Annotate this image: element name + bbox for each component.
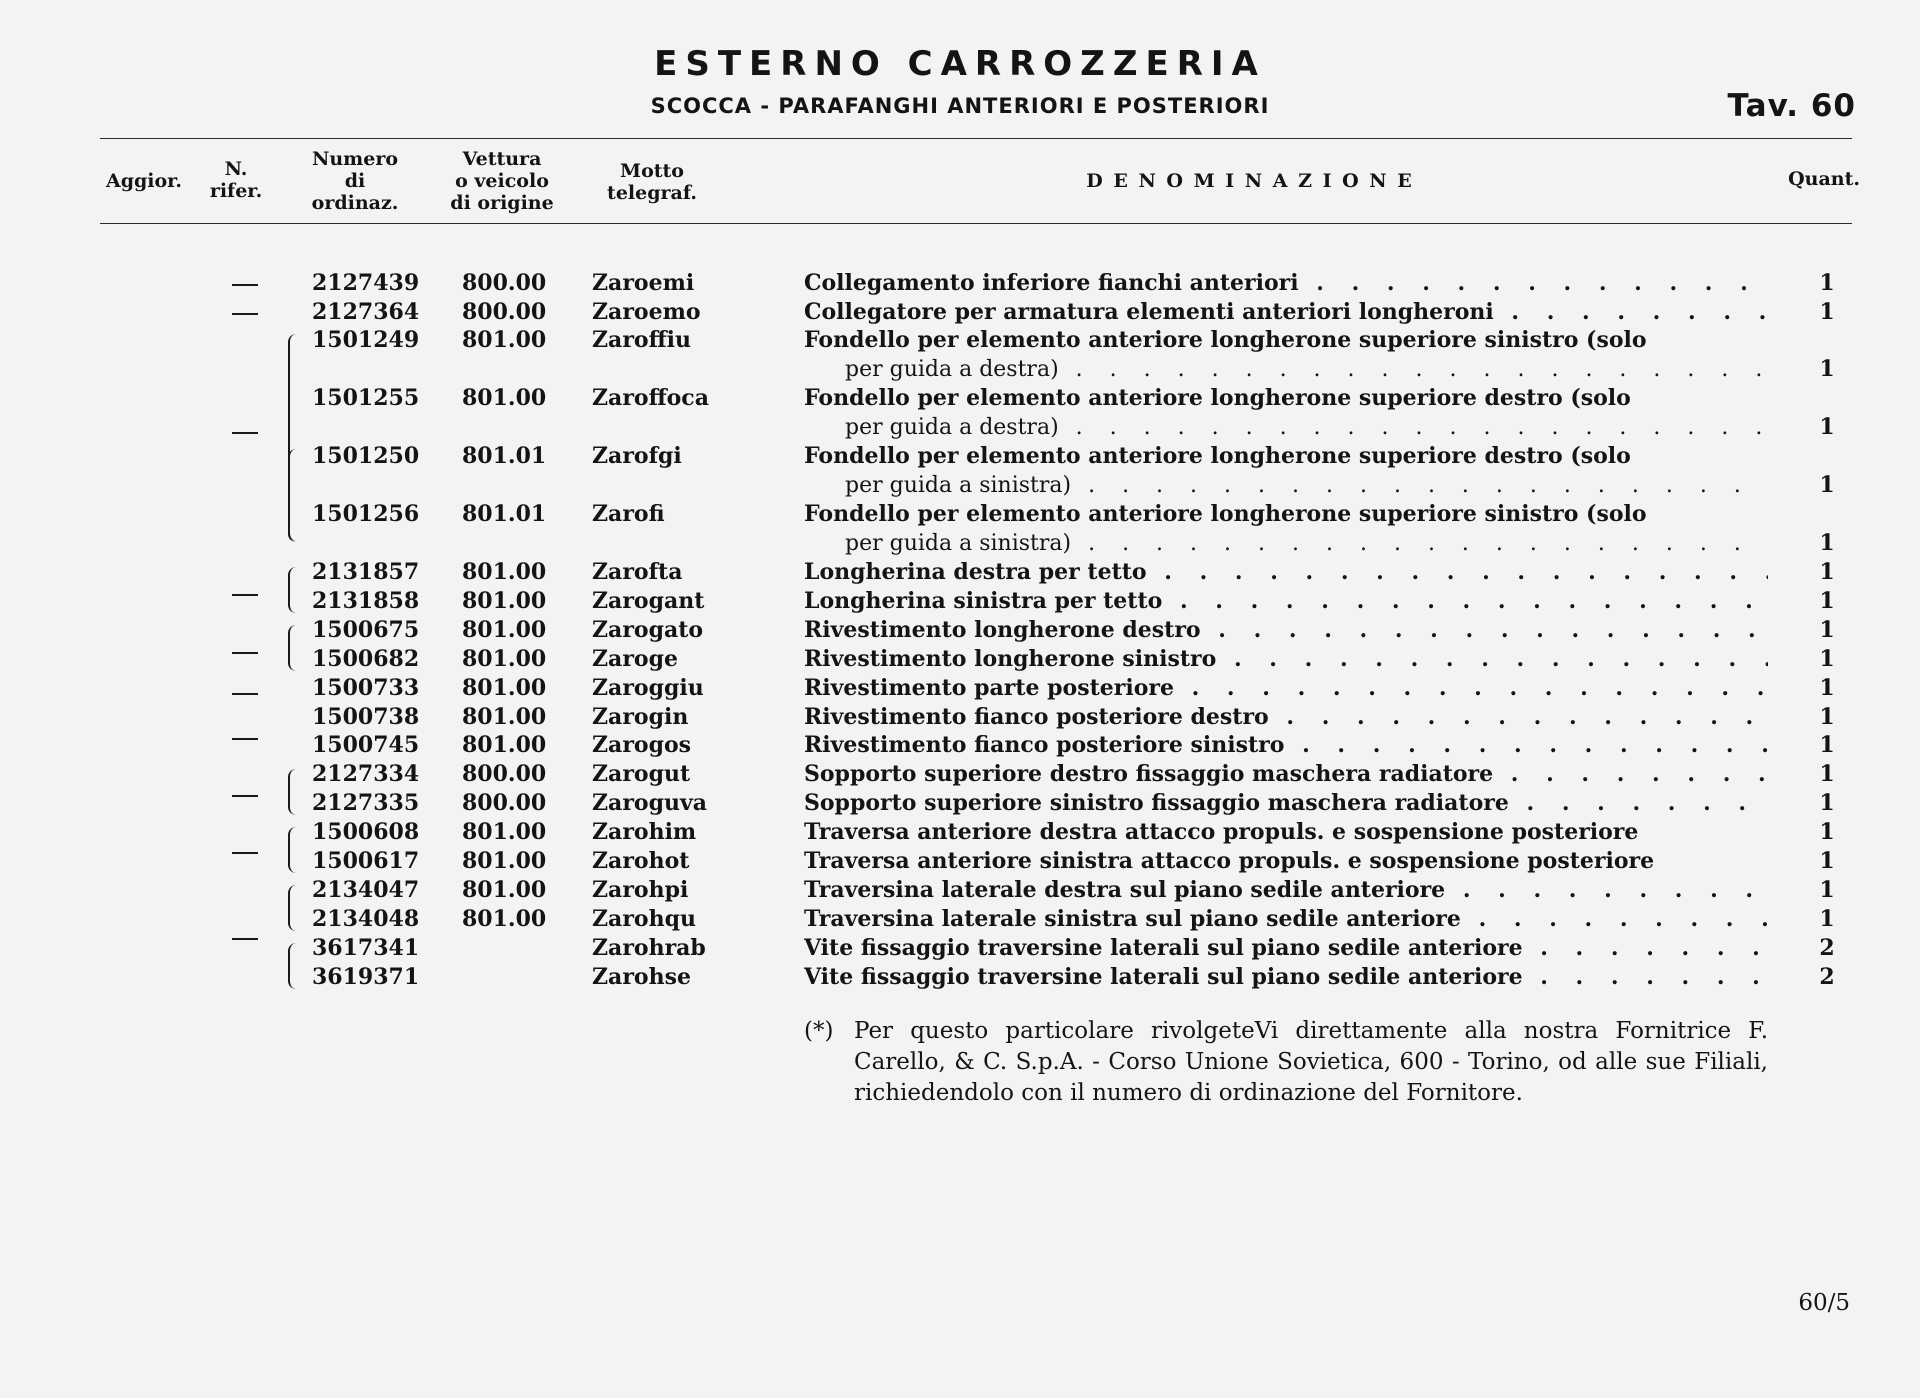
col-header-vettura-line3: di origine — [450, 192, 554, 214]
description-continuation-text: per guida a sinistra) — [845, 473, 1072, 498]
col-header-aggior — [98, 170, 190, 192]
table-row — [0, 384, 1920, 413]
description — [804, 760, 1768, 789]
description — [804, 558, 1768, 587]
description: Fondello per elemento anteriore longherone superiore destro (solo — [804, 385, 1631, 411]
quantity: 1 — [1819, 790, 1835, 816]
col-header-motto-line2: telegraf. — [607, 182, 697, 204]
order-number: 2127334 — [312, 761, 420, 787]
description-text: Collegamento inferiore fianchi anteriori — [804, 270, 1299, 296]
col-header-denominazione — [1050, 170, 1450, 192]
order-number: 1500738 — [312, 704, 420, 730]
telegraph-code: Zarogos — [592, 732, 692, 758]
description — [804, 934, 1768, 963]
telegraph-code: Zaroemo — [592, 299, 701, 325]
description-text: Vite fissaggio traversine laterali sul piano sedile anteriore — [804, 935, 1523, 961]
quantity: 1 — [1819, 848, 1835, 874]
vehicle-code: 801.00 — [462, 385, 547, 411]
col-header-vettura — [432, 148, 572, 214]
description — [804, 298, 1768, 327]
telegraph-code: Zarohpi — [592, 877, 689, 903]
telegraph-code: Zarohim — [592, 819, 697, 845]
table-row-continuation — [0, 355, 1920, 384]
description — [804, 703, 1768, 732]
vehicle-code: 801.00 — [462, 646, 547, 672]
telegraph-code: Zaroffoca — [592, 385, 709, 411]
col-header-numero — [290, 148, 420, 214]
order-number: 1500617 — [312, 848, 420, 874]
telegraph-code: Zarohrab — [592, 935, 706, 961]
quantity: 1 — [1819, 732, 1835, 758]
page-title: ESTERNO CARROZZERIA — [654, 44, 1266, 84]
description-continuation-text: per guida a destra) — [845, 415, 1059, 440]
table-row — [0, 616, 1920, 645]
vehicle-code: 800.00 — [462, 761, 547, 787]
telegraph-code: Zarogut — [592, 761, 691, 787]
quantity: 1 — [1819, 414, 1835, 440]
table-row — [0, 645, 1920, 674]
header-rule-top — [100, 138, 1852, 139]
header-rule-bottom — [100, 223, 1852, 224]
description: Fondello per elemento anteriore longherone superiore sinistro (solo — [804, 501, 1647, 527]
description — [804, 616, 1768, 645]
order-number: 1501256 — [312, 501, 420, 527]
vehicle-code: 801.00 — [462, 617, 547, 643]
table-row — [0, 703, 1920, 732]
description-text: Sopporto superiore destro fissaggio maschera radiatore — [804, 761, 1494, 787]
col-header-aggior-label: Aggior. — [105, 170, 183, 192]
description: Traversa anteriore sinistra attacco propuls. e sospensione posteriore — [804, 848, 1655, 874]
telegraph-code: Zarofta — [592, 559, 683, 585]
vehicle-code: 801.00 — [462, 732, 547, 758]
page-subtitle: SCOCCA - PARAFANGHI ANTERIORI E POSTERIORI — [650, 94, 1270, 118]
quantity: 1 — [1819, 761, 1835, 787]
order-number: 1500675 — [312, 617, 420, 643]
description-continuation — [845, 355, 1768, 384]
col-header-vettura-line1: Vettura — [462, 148, 542, 170]
vehicle-code: 801.00 — [462, 819, 547, 845]
quantity: 1 — [1819, 906, 1835, 932]
table-ref: Tav. 60 — [1727, 88, 1856, 124]
vehicle-code: 801.00 — [462, 327, 547, 353]
description — [804, 789, 1768, 818]
footnote-mark: (*) — [804, 1018, 834, 1044]
description-text: Collegatore per armatura elementi anteriori longheroni — [804, 299, 1494, 325]
telegraph-code: Zaroge — [592, 646, 678, 672]
vehicle-code: 801.00 — [462, 675, 547, 701]
description — [804, 905, 1768, 934]
order-number: 1500608 — [312, 819, 420, 845]
quantity: 1 — [1819, 588, 1835, 614]
description — [804, 731, 1768, 760]
vehicle-code: 801.00 — [462, 588, 547, 614]
page-number: 60/5 — [1798, 1290, 1850, 1316]
col-header-denominazione-label: D E N O M I N A Z I O N E — [1086, 170, 1414, 192]
telegraph-code: Zaroffiu — [592, 327, 691, 353]
description-text: Rivestimento fianco posteriore sinistro — [804, 732, 1285, 758]
telegraph-code: Zarogant — [592, 588, 705, 614]
description-text: Vite fissaggio traversine laterali sul piano sedile anteriore — [804, 964, 1523, 990]
quantity: 1 — [1819, 646, 1835, 672]
table-row — [0, 876, 1920, 905]
footnote-text: Per questo particolare rivolgeteVi direttamente alla nostra Fornitrice F. Carello, & C. S.p.A. - Corso Unione Sovietica, 600 - Torino, od alle sue Filiali, richiedendolo con il numero di ordinazione del Fornitore. — [854, 1018, 1768, 1106]
quantity: 1 — [1819, 617, 1835, 643]
order-number: 1500733 — [312, 675, 420, 701]
order-number: 2131858 — [312, 588, 420, 614]
order-number: 1500682 — [312, 646, 420, 672]
description-text: Longherina sinistra per tetto — [804, 588, 1163, 614]
description — [804, 269, 1768, 298]
description-continuation — [845, 413, 1768, 442]
vehicle-code: 801.00 — [462, 877, 547, 903]
quantity: 1 — [1819, 675, 1835, 701]
telegraph-code: Zarohqu — [592, 906, 696, 932]
telegraph-code: Zarofgi — [592, 443, 682, 469]
footnote — [804, 1016, 1768, 1109]
table-row — [0, 905, 1920, 934]
quantity: 1 — [1819, 472, 1835, 498]
description-text: Longherina destra per tetto — [804, 559, 1147, 585]
order-number: 1501255 — [312, 385, 420, 411]
order-number: 3617341 — [312, 935, 420, 961]
table-row — [0, 789, 1920, 818]
quantity: 1 — [1819, 270, 1835, 296]
col-header-numero-line2: di — [344, 170, 366, 192]
telegraph-code: Zarogato — [592, 617, 704, 643]
order-number: 1501250 — [312, 443, 420, 469]
order-number: 2134048 — [312, 906, 420, 932]
col-header-motto — [592, 160, 712, 204]
vehicle-code: 801.00 — [462, 559, 547, 585]
col-header-numero-line1: Numero — [311, 148, 399, 170]
table-row — [0, 847, 1920, 876]
quantity: 1 — [1819, 559, 1835, 585]
table-row — [0, 558, 1920, 587]
table-row — [0, 818, 1920, 847]
description-text: Rivestimento parte posteriore — [804, 675, 1174, 701]
quantity: 2 — [1819, 964, 1835, 990]
quantity: 1 — [1819, 877, 1835, 903]
quantity: 1 — [1819, 530, 1835, 556]
col-header-quant-label: Quant. — [1788, 168, 1860, 190]
order-number: 2127364 — [312, 299, 420, 325]
order-number: 2134047 — [312, 877, 420, 903]
table-row — [0, 674, 1920, 703]
description — [804, 645, 1768, 674]
quantity: 1 — [1819, 356, 1835, 382]
table-row — [0, 963, 1920, 992]
description — [804, 963, 1768, 992]
description: Fondello per elemento anteriore longherone superiore destro (solo — [804, 443, 1631, 469]
description-text: Traversina laterale destra sul piano sedile anteriore — [804, 877, 1446, 903]
table-row — [0, 731, 1920, 760]
description-text: Rivestimento longherone sinistro — [804, 646, 1217, 672]
telegraph-code: Zarohot — [592, 848, 690, 874]
description-continuation-text: per guida a destra) — [845, 357, 1059, 382]
quantity: 1 — [1819, 299, 1835, 325]
table-row — [0, 326, 1920, 355]
table-row-continuation — [0, 471, 1920, 500]
quantity: 2 — [1819, 935, 1835, 961]
telegraph-code: Zaroguva — [592, 790, 707, 816]
description-continuation-text: per guida a sinistra) — [845, 531, 1072, 556]
order-number: 1500745 — [312, 732, 420, 758]
quantity: 1 — [1819, 819, 1835, 845]
table-row — [0, 442, 1920, 471]
order-number: 1501249 — [312, 327, 420, 353]
description — [804, 876, 1768, 905]
table-row-continuation — [0, 413, 1920, 442]
vehicle-code: 801.00 — [462, 848, 547, 874]
order-number: 2131857 — [312, 559, 420, 585]
description-continuation — [845, 471, 1768, 500]
table-row-continuation — [0, 529, 1920, 558]
vehicle-code: 800.00 — [462, 270, 547, 296]
order-number: 2127439 — [312, 270, 420, 296]
description: Fondello per elemento anteriore longherone superiore sinistro (solo — [804, 327, 1647, 353]
vehicle-code: 800.00 — [462, 790, 547, 816]
telegraph-code: Zarohse — [592, 964, 691, 990]
description-text: Rivestimento longherone destro — [804, 617, 1201, 643]
table-row — [0, 269, 1920, 298]
col-header-vettura-line2: o veicolo — [455, 170, 549, 192]
col-header-rifer-line1: N. — [224, 158, 248, 180]
col-header-motto-line1: Motto — [620, 160, 684, 182]
description-text: Rivestimento fianco posteriore destro — [804, 704, 1269, 730]
order-number: 3619371 — [312, 964, 420, 990]
vehicle-code: 801.01 — [462, 443, 547, 469]
vehicle-code: 801.01 — [462, 501, 547, 527]
quantity: 1 — [1819, 704, 1835, 730]
vehicle-code: 801.00 — [462, 906, 547, 932]
description-text: Sopporto superiore sinistro fissaggio maschera radiatore — [804, 790, 1509, 816]
description-continuation — [845, 529, 1768, 558]
telegraph-code: Zarogin — [592, 704, 689, 730]
col-header-rifer-line2: rifer. — [209, 180, 263, 202]
vehicle-code: 800.00 — [462, 299, 547, 325]
description — [804, 587, 1768, 616]
vehicle-code: 801.00 — [462, 704, 547, 730]
table-row — [0, 500, 1920, 529]
col-header-rifer — [192, 158, 280, 202]
table-row — [0, 587, 1920, 616]
description-text: Traversina laterale sinistra sul piano sedile anteriore — [804, 906, 1461, 932]
table-row — [0, 934, 1920, 963]
telegraph-code: Zarofi — [592, 501, 665, 527]
table-row — [0, 298, 1920, 327]
order-number: 2127335 — [312, 790, 420, 816]
table-row — [0, 760, 1920, 789]
description: Traversa anteriore destra attacco propuls. e sospensione posteriore — [804, 819, 1639, 845]
description — [804, 674, 1768, 703]
col-header-numero-line3: ordinaz. — [311, 192, 399, 214]
col-header-quant — [1760, 168, 1860, 190]
telegraph-code: Zaroemi — [592, 270, 695, 296]
telegraph-code: Zaroggiu — [592, 675, 704, 701]
